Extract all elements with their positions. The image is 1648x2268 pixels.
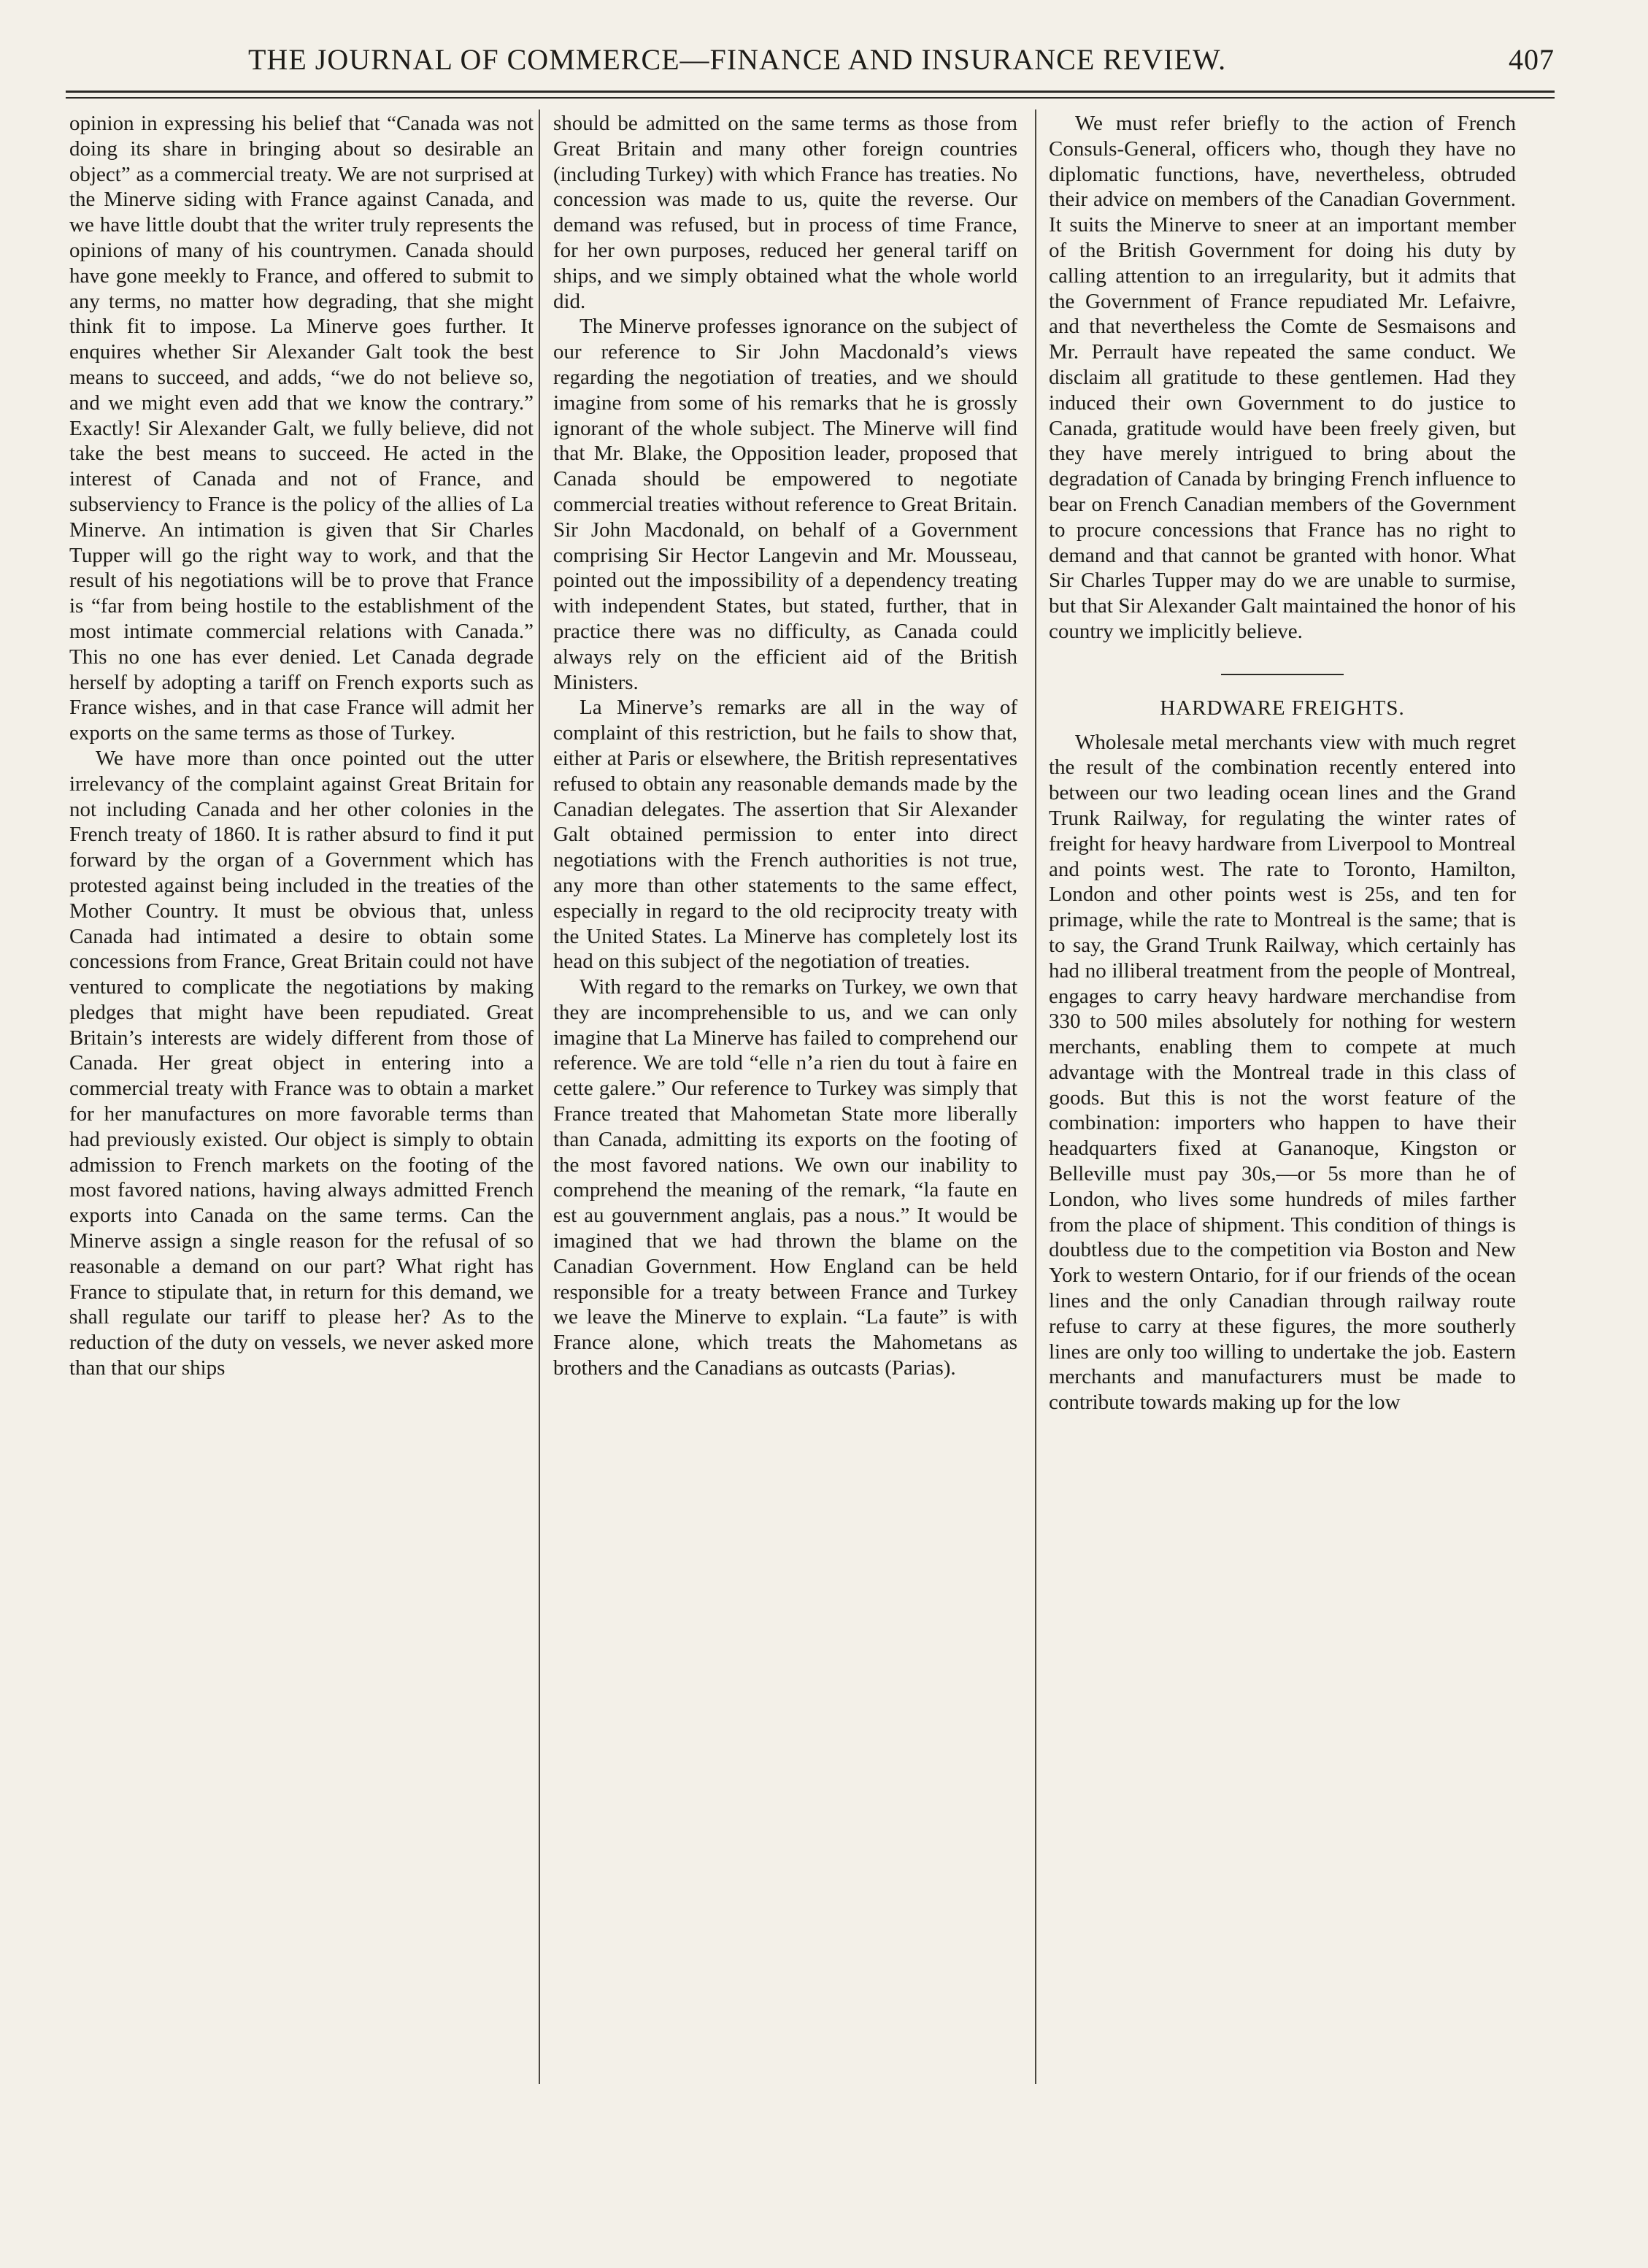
section-heading: HARDWARE FREIGHTS. <box>1160 696 1405 720</box>
header-rule-secondary <box>66 97 1555 99</box>
article-paragraph: opinion in expressing his belief that “Canada was not doing its share in bringing about so desirable an object” as a commercial treaty. We are not surprised at the Minerve siding with France against Canada, and we have little doubt that the writer truly represents the opinions of many of his countrymen. Canada should have gone meekly to France, and offered to submit to any terms, no matter how degrading, that she might think fit to impose. La Minerve goes further. It enquires whether Sir Alexander Galt took the best means to succeed, and adds, “we do not believe so, and we might even add that we know the contrary.” Exactly! Sir Alexander Galt, we fully believe, did not take the best means to succeed. He acted in the interest of Canada and not of France, and subserviency to France is the policy of the allies of La Minerve. An intimation is given that Sir Charles Tupper will go the right way to work, and that the result of his negotiations will be to prove that France is “far from being hostile to the establishment of the most intimate commercial relations with Canada.” This no one has ever denied. Let Canada degrade herself by adopting a tariff on French exports such as France wishes, and in that case France will admit her exports on the same terms as those of Turkey. <box>69 112 534 745</box>
article-paragraph: Wholesale metal merchants view with much regret the result of the combination recently entered into between our two leading ocean lines and the Grand Trunk Railway, for regulating the winter rates of freight for heavy hardware from Liverpool to Montreal and points west. The rate to Toronto, Hamilton, London and other points west is 25s, and ten for primage, while the rate to Montreal is the same; that is to say, the Grand Trunk Railway, which certainly has had no illiberal treatment from the people of Montreal, engages to carry heavy hardware merchandise from 330 to 500 miles absolutely for nothing for western merchants, enabling them to compete at much advantage with the Montreal trade in this class of goods. But this is not the worst feature of the combination: importers who happen to have their headquarters fixed at Gananoque, Kingston or Belleville must pay 30s,—or 5s more than he of London, who lives some hundreds of miles farther from the place of shipment. This condition of things is doubtless due to the competition via Boston and New York to western Ontario, for if our friends of the ocean lines and the only Canadian through railway route refuse to carry at these figures, the more southerly lines are only too willing to undertake the job. Eastern merchants and manufacturers must be made to contribute towards making up for the low <box>1049 730 1516 1415</box>
column-1 <box>69 111 534 1381</box>
article-paragraph: With regard to the remarks on Turkey, we own that they are incomprehensible to us, and we can only imagine that La Minerve has failed to comprehend our reference. We are told “elle n’a rien du tout à faire en cette galere.” Our reference to Turkey was simply that France treated that Mahometan State more liberally than Canada, admitting its exports on the footing of the most favored nations. We own our inability to comprehend the meaning of the remark, “la faute en est au gouvernment anglais, pas a nous.” It would be imagined that we had thrown the blame on the Canadian Government. How England can be held responsible for a treaty between France and Turkey we leave the Minerve to explain. “La faute” is with France alone, which treats the Mahometans as brothers and the Canadians as outcasts (Parias). <box>553 975 1017 1380</box>
article-paragraph: should be admitted on the same terms as those from Great Britain and many other foreign countries (including Turkey) with which France has treaties. No concession was made to us, quite the reverse. Our demand was refused, but in process of time France, for her own purposes, reduced her general tariff on ships, and we simply obtained what the whole world did. <box>553 112 1017 313</box>
journal-title: THE JOURNAL OF COMMERCE—FINANCE AND INSURANCE REVIEW. <box>248 43 1227 76</box>
running-header <box>66 42 1555 88</box>
column-3 <box>1049 111 1516 1415</box>
section-divider <box>1221 674 1344 675</box>
header-rule <box>66 91 1555 93</box>
column-divider-1 <box>539 109 540 2084</box>
article-paragraph: La Minerve’s remarks are all in the way of complaint of this restriction, but he fails to show that, either at Paris or elsewhere, the British representatives refused to obtain any reasonable demands made by the Canadian delegates. The assertion that Sir Alexander Galt obtained permission to enter into direct negotiations with the French authorities is not true, any more than other statements to the same effect, especially in regard to the old reciprocity treaty with the United States. La Minerve has completely lost its head on this subject of the negotiation of treaties. <box>553 696 1017 974</box>
article-paragraph: The Minerve professes ignorance on the subject of our reference to Sir John Macdonald’s views regarding the negotiation of treaties, and we should imagine from some of his remarks that he is grossly ignorant of the whole subject. The Minerve will find that Mr. Blake, the Opposition leader, proposed that Canada should be empowered to negotiate commercial treaties without reference to Great Britain. Sir John Macdonald, on behalf of a Government comprising Sir Hector Langevin and Mr. Mousseau, pointed out the impossibility of a dependency treating with independent States, but stated, further, that in practice there was no difficulty, as Canada could always rely on the efficient aid of the British Ministers. <box>553 315 1017 694</box>
article-paragraph: We have more than once pointed out the utter irrelevancy of the complaint against Great Britain for not including Canada and her other colonies in the French treaty of 1860. It is rather absurd to find it put forward by the organ of a Government which has protested against being included in the treaties of the Mother Country. It must be obvious that, unless Canada had intimated a desire to obtain some concessions from France, Great Britain could not have ventured to complicate the negotiations by making pledges that might have been repudiated. Great Britain’s interests are widely different from those of Canada. Her great object in entering into a commercial treaty with France was to obtain a market for her manufactures on more favorable terms than had previously existed. Our object is simply to obtain admission to French markets on the footing of the most favored nations, having always admitted French exports into Canada on the same terms. Can the Minerve assign a single reason for the refusal of so reasonable a demand on our part? What right has France to stipulate that, in return for this demand, we shall regulate our tariff to please her? As to the reduction of the duty on vessels, we never asked more than that our ships <box>69 746 534 1380</box>
page-number: 407 <box>1509 43 1555 76</box>
article-paragraph: We must refer briefly to the action of French Consuls-General, officers who, though they have no diplomatic functions, have, nevertheless, obtruded their advice on members of the Canadian Government. It suits the Minerve to sneer at an important member of the British Government for doing his duty by calling attention to an irregularity, but it admits that the Government of France repudiated Mr. Lefaivre, and that nevertheless the Comte de Sesmaisons and Mr. Perrault have repeated the same conduct. We disclaim all gratitude to these gentlemen. Had they induced their own Government to do justice to Canada, gratitude would have been freely given, but they have merely intrigued to bring about the degradation of Canada by bringing French influence to bear on French Canadian members of the Government to procure concessions that France has no right to demand and that cannot be granted with honor. What Sir Charles Tupper may do we are unable to surmise, but that Sir Alexander Galt maintained the honor of his country we implicitly believe. <box>1049 112 1516 643</box>
column-divider-2 <box>1035 109 1036 2084</box>
column-2 <box>553 111 1017 1381</box>
